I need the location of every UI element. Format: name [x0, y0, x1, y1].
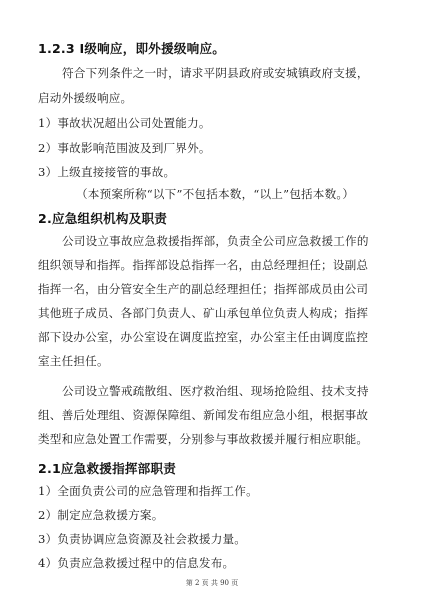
page-footer: 第 2 页 共 90 页 [185, 579, 239, 587]
section-heading-1-2-3: 1.2.3 Ⅰ级响应，即外援级响应。 [38, 41, 226, 56]
paragraph-line: 其他班子成员、各部门负责人、矿山承包单位负责人构成；指挥 [38, 306, 369, 320]
paragraph-line: 公司设立警戒疏散组、医疗救治组、现场抢险组、技术支持 [62, 384, 369, 398]
note-text: （本预案所称“以下”不包括本数，“以上”包括本数。） [76, 187, 355, 201]
section-heading-2-1: 2.1应急救援指挥部职责 [38, 461, 177, 476]
list-item: 2）制定应急救援方案。 [38, 508, 164, 522]
section-heading-2: 2.应急组织机构及职责 [38, 211, 168, 226]
paragraph-line: 室主任担任。 [38, 354, 109, 368]
list-item: 3）负责协调应急资源及社会救援力量。 [38, 532, 247, 546]
list-item: 1）事故状况超出公司处置能力。 [38, 116, 211, 130]
list-item: 3）上级直接接管的事故。 [38, 165, 176, 179]
paragraph-line: 公司设立事故应急救援指挥部，负责全公司应急救援工作的 [62, 234, 369, 248]
paragraph-line: 启动外援级响应。 [38, 91, 133, 105]
list-item: 1）全面负责公司的应急管理和指挥工作。 [38, 484, 258, 498]
list-item: 2）事故影响范围波及到厂界外。 [38, 141, 211, 155]
paragraph-line: 指挥一名，由分管安全生产的副总经理担任；指挥部成员由公司 [38, 282, 369, 296]
paragraph-line: 类型和应急处置工作需要，分别参与事故救援并履行相应职能。 [38, 432, 369, 446]
list-item: 4）负责应急救援过程中的信息发布。 [38, 556, 235, 570]
paragraph-line: 部下设办公室，办公室设在调度监控室，办公室主任由调度监控 [38, 330, 369, 344]
paragraph-line: 组织领导和指挥。指挥部设总指挥一名，由总经理担任；设副总 [38, 258, 369, 272]
paragraph-line: 组、善后处理组、资源保障组、新闻发布组应急小组，根据事故 [38, 408, 369, 422]
paragraph-line: 符合下列条件之一时，请求平阴县政府或安城镇政府支援， [62, 66, 369, 80]
